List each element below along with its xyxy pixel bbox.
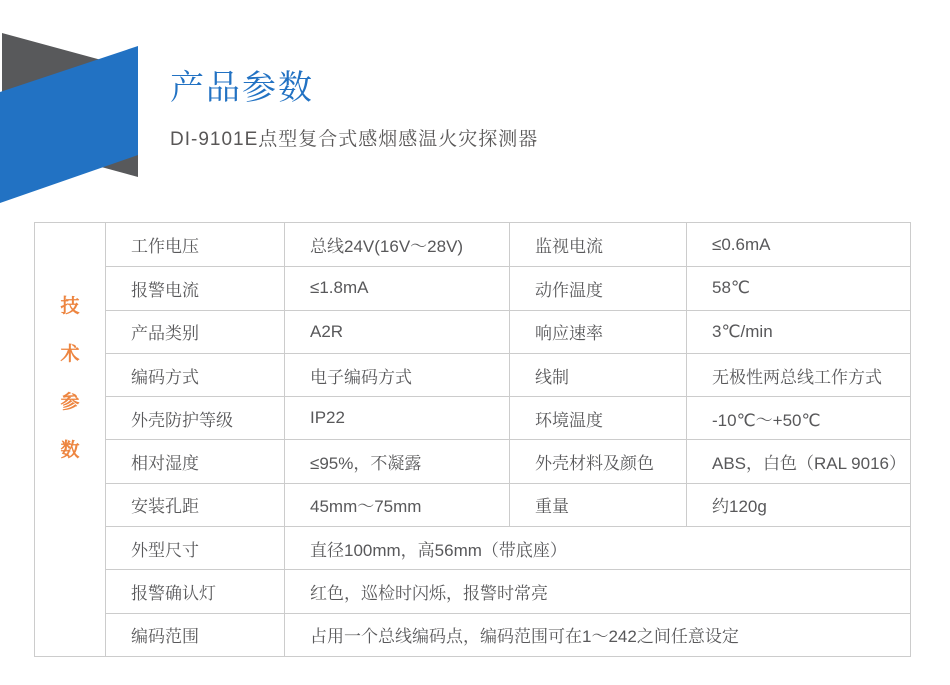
param-label-cell: 外型尺寸: [105, 526, 284, 569]
side-header-char: 术: [60, 344, 80, 365]
param-value-cell: A2R: [284, 310, 509, 353]
param-value-cell: IP22: [284, 396, 509, 439]
side-header-char: 参: [60, 392, 80, 413]
page-title: 产品参数: [170, 69, 314, 107]
param-label-cell: 动作温度: [509, 266, 686, 309]
param-label-cell: 工作电压: [105, 223, 284, 266]
param-label-cell: 报警电流: [105, 266, 284, 309]
table-side-header: [35, 223, 105, 656]
param-label-cell: 产品类别: [105, 310, 284, 353]
param-value-cell: 58℃: [686, 266, 910, 309]
product-name-subtitle: DI-9101E点型复合式感烟感温火灾探测器: [170, 129, 539, 150]
param-label-cell: 编码方式: [105, 353, 284, 396]
param-value-cell: ≤1.8mA: [284, 266, 509, 309]
param-label-cell: 相对湿度: [105, 439, 284, 482]
param-value-cell: 3℃/min: [686, 310, 910, 353]
param-value-cell: 约120g: [686, 483, 910, 526]
param-label-cell: 监视电流: [509, 223, 686, 266]
param-value-cell: 直径100mm，高56mm（带底座）: [284, 526, 910, 569]
spec-table: [34, 222, 911, 657]
param-value-cell: 电子编码方式: [284, 353, 509, 396]
param-value-cell: 总线24V(16V～28V): [284, 223, 509, 266]
param-label-cell: 重量: [509, 483, 686, 526]
param-value-cell: ≤95%，不凝露: [284, 439, 509, 482]
param-value-cell: ABS，白色（RAL 9016）: [686, 439, 910, 482]
side-header-char: 数: [60, 440, 80, 461]
param-value-cell: 无极性两总线工作方式: [686, 353, 910, 396]
param-label-cell: 外壳防护等级: [105, 396, 284, 439]
param-label-cell: 报警确认灯: [105, 569, 284, 612]
param-value-cell: 45mm～75mm: [284, 483, 509, 526]
param-label-cell: 安装孔距: [105, 483, 284, 526]
param-label-cell: 外壳材料及颜色: [509, 439, 686, 482]
decorative-ribbon: [0, 0, 140, 210]
side-header-char: 技: [60, 296, 80, 317]
param-value-cell: -10℃～+50℃: [686, 396, 910, 439]
param-label-cell: 编码范围: [105, 613, 284, 656]
param-value-cell: ≤0.6mA: [686, 223, 910, 266]
param-label-cell: 响应速率: [509, 310, 686, 353]
param-value-cell: 占用一个总线编码点，编码范围可在1～242之间任意设定: [284, 613, 910, 656]
param-value-cell: 红色，巡检时闪烁，报警时常亮: [284, 569, 910, 612]
param-label-cell: 环境温度: [509, 396, 686, 439]
param-label-cell: 线制: [509, 353, 686, 396]
